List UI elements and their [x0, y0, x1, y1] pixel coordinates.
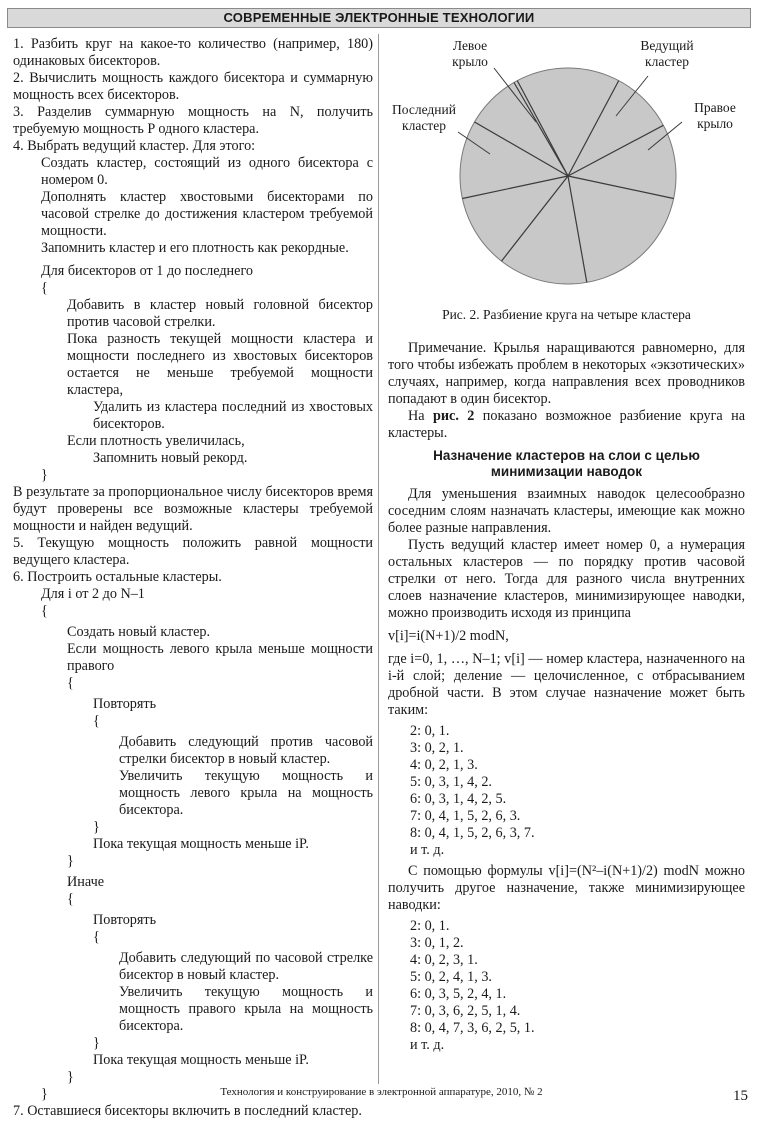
formula-1: v[i]=i(N+1)/2 modN,	[388, 628, 509, 644]
brace-close: }	[41, 1086, 48, 1102]
list-item: 8: 0, 4, 7, 3, 6, 2, 5, 1.	[410, 1020, 535, 1036]
figure-ref-pre: На	[408, 408, 433, 424]
paragraph-numbering: Пусть ведущий кластер имеет номер 0, а нумерация остальных кластеров — по порядку против часовой стрелки от него. Тогда для разного числа внутренних слоев назначение кластеров, минимизирующее наводки, можно производить исходя из принципа	[388, 537, 745, 621]
step-3: 3. Разделив суммарную мощность на N, получить требуемую мощность P одного кластера.	[13, 104, 373, 137]
step-6: 6. Построить остальные кластеры.	[13, 569, 222, 585]
list-item: 5: 0, 3, 1, 4, 2.	[410, 774, 492, 790]
step-4-create: Создать кластер, состоящий из одного бисектора с номером 0.	[41, 155, 373, 188]
list-item: 5: 0, 2, 4, 1, 3.	[410, 969, 492, 985]
page-number: 15	[733, 1088, 748, 1104]
journal-footer: Технология и конструирование в электронной аппаратуре, 2010, № 2	[220, 1086, 543, 1098]
assignment-list-2	[388, 918, 745, 1054]
brace-close: }	[93, 1035, 100, 1051]
list-item: 3: 0, 1, 2.	[410, 935, 464, 951]
step-4-if-density: Если плотность увеличилась,	[67, 433, 245, 449]
column-divider	[378, 34, 379, 1084]
list-item: 4: 0, 2, 1, 3.	[410, 757, 478, 773]
list-item: 8: 0, 4, 1, 5, 2, 6, 3, 7.	[410, 825, 535, 841]
brace-close: }	[67, 853, 74, 869]
step-6-add-cw: Добавить следующий по часовой стрелке бисектор в новый кластер.	[119, 950, 373, 983]
brace-open: {	[41, 280, 48, 296]
step-6-inc-right: Увеличить текущую мощность и мощность правого крыла на мощность бисектора.	[119, 984, 373, 1034]
step-7: 7. Оставшиеся бисекторы включить в последний кластер.	[13, 1103, 362, 1119]
label-right-wing: Правое крыло	[694, 100, 736, 131]
brace-open: {	[93, 929, 100, 945]
label-lead-cluster: Ведущий кластер	[640, 38, 694, 69]
list-item: и т. д.	[410, 1037, 445, 1053]
step-4: 4. Выбрать ведущий кластер. Для этого:	[13, 138, 256, 154]
step-4-remember: Запомнить кластер и его плотность как рекордные.	[41, 240, 349, 256]
step-4-while: Пока разность текущей мощности кластера и мощности последнего из хвостовых бисекторов остается не меньше требуемой мощности кластера,	[67, 331, 373, 398]
left-column	[13, 36, 373, 1120]
right-column	[388, 340, 745, 1054]
list-item: 7: 0, 3, 6, 2, 5, 1, 4.	[410, 1003, 521, 1019]
paragraph-crosstalk: Для уменьшения взаимных наводок целесообразно соседним слоям назначать кластеры, имеющие как можно более разные направления.	[388, 486, 745, 536]
figure-reference	[388, 408, 745, 442]
paragraph-formula-2: С помощью формулы v[i]=(N²–i(N+1)/2) modN можно получить другое назначение, также минимизирующее наводки:	[388, 863, 745, 913]
step-6-create: Создать новый кластер.	[67, 624, 211, 640]
section-header: СОВРЕМЕННЫЕ ЭЛЕКТРОННЫЕ ТЕХНОЛОГИИ	[7, 8, 751, 28]
step-6-add-ccw: Добавить следующий против часовой стрелки бисектор в новый кластер.	[119, 734, 373, 767]
step-4-remove-tail: Удалить из кластера последний из хвостовых бисекторов.	[93, 399, 373, 432]
list-item: 3: 0, 2, 1.	[410, 740, 464, 756]
list-item: 7: 0, 4, 1, 5, 2, 6, 3.	[410, 808, 521, 824]
list-item: и т. д.	[410, 842, 445, 858]
step-5: 5. Текущую мощность положить равной мощности ведущего кластера.	[13, 535, 373, 568]
label-left-wing: Левое крыло	[452, 38, 488, 69]
list-item: 2: 0, 1.	[410, 918, 450, 934]
brace-open: {	[67, 891, 74, 907]
step-6-repeat-2: Повторять	[93, 912, 157, 928]
figure-ref-link: рис. 2	[432, 408, 475, 424]
list-item: 6: 0, 3, 5, 2, 4, 1.	[410, 986, 507, 1002]
step-6-if-left: Если мощность левого крыла меньше мощности правого	[67, 641, 373, 674]
paragraph-where: где i=0, 1, …, N–1; v[i] — номер кластера, назначенного на i-й слой; деление — целочисленное, с отбрасыванием дробной части. В этом случае назначение может быть таким:	[388, 651, 745, 718]
note-paragraph: Примечание. Крылья наращиваются равномерно, для того чтобы избежать проблем в некоторых «экзотических» случаях, например, когда направления всех проводников попадают в один бисектор.	[388, 340, 745, 407]
step-2: 2. Вычислить мощность каждого бисектора и суммарную мощность всех бисекторов.	[13, 70, 373, 103]
list-item: 4: 0, 2, 3, 1.	[410, 952, 478, 968]
step-6-until: Пока текущая мощность меньше iP.	[93, 836, 309, 852]
assignment-list-1	[388, 723, 745, 859]
label-last-cluster: Последний кластер	[392, 102, 456, 133]
step-4-extend: Дополнять кластер хвостовыми бисекторами по часовой стрелке до достижения кластером требуемой мощности.	[41, 189, 373, 239]
brace-close: }	[41, 467, 48, 483]
figure-caption: Рис. 2. Разбиение круга на четыре кластера	[442, 307, 691, 322]
step-4-add-head: Добавить в кластер новый головной бисектор против часовой стрелки.	[67, 297, 373, 330]
step-4-result: В результате за пропорциональное числу бисекторов время будут проверены все возможные кластеры требуемой мощности и найден ведущий.	[13, 484, 373, 534]
step-4-loop: Для бисекторов от 1 до последнего	[41, 263, 254, 279]
brace-close: }	[67, 1069, 74, 1085]
brace-open: {	[93, 713, 100, 729]
step-6-else: Иначе	[67, 874, 104, 890]
figure-ref-post: показано возможное разбиение круга на кластеры.	[388, 408, 745, 441]
step-6-repeat: Повторять	[93, 696, 157, 712]
step-6-loop: Для i от 2 до N–1	[41, 586, 145, 602]
list-item: 2: 0, 1.	[410, 723, 450, 739]
list-item: 6: 0, 3, 1, 4, 2, 5.	[410, 791, 507, 807]
step-6-until-2: Пока текущая мощность меньше iP.	[93, 1052, 309, 1068]
step-6-inc-left: Увеличить текущую мощность и мощность левого крыла на мощность бисектора.	[119, 768, 373, 818]
brace-open: {	[41, 603, 48, 619]
section-title: Назначение кластеров на слои с целью минимизации наводок	[433, 448, 700, 479]
step-4-new-record: Запомнить новый рекорд.	[93, 450, 248, 466]
brace-close: }	[93, 819, 100, 835]
brace-open: {	[67, 675, 74, 691]
step-1: 1. Разбить круг на какое-то количество (например, 180) одинаковых бисекторов.	[13, 36, 373, 69]
cluster-figure	[386, 36, 748, 286]
